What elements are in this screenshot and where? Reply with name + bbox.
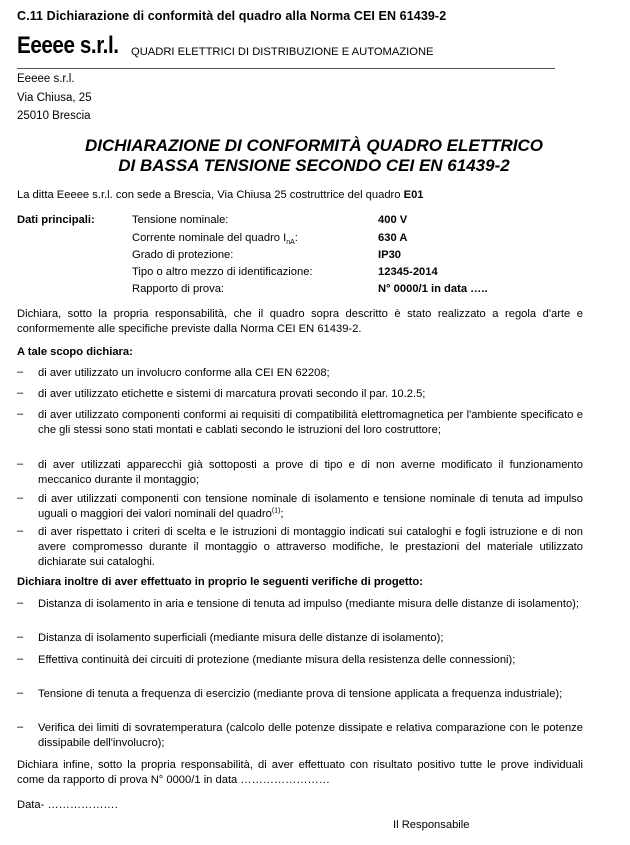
data-label-text: Corrente nominale del quadro I (132, 232, 287, 244)
declaration-paragraph: Dichiara, sotto la propria responsabilità, che il quadro sopra descritto è stato realizzato a regola d'arte e conformemente alle specifiche previste dalla Norma CEI EN 61439-2. (17, 308, 583, 335)
list-item (38, 492, 583, 522)
document-title (17, 136, 611, 175)
date-field: Data- ………………. (17, 799, 118, 811)
data-value: 400 V (378, 214, 408, 226)
footnote-ref: (1) (271, 507, 281, 515)
data-label: Tensione nominale: (132, 214, 229, 226)
bullet-dash: – (17, 492, 24, 504)
header-divider (17, 68, 555, 69)
list-item: Verifica dei limiti di sovratemperatura (calcolo delle potenze dissipate e relativa comparazione con le potenze dissipabile dell'involucro); (38, 722, 583, 749)
signature-label: Il Responsabile (393, 819, 470, 831)
bullet-dash: – (17, 687, 24, 699)
bullet-dash: – (17, 631, 24, 643)
data-label-subscript: nA (286, 239, 295, 247)
title-line: DI BASSA TENSIONE SECONDO CEI EN 61439-2 (118, 155, 510, 175)
data-label-colon: : (294, 232, 298, 244)
data-value: N° 0000/1 in data ….. (378, 283, 488, 295)
data-label: Tipo o altro mezzo di identificazione: (132, 266, 313, 278)
list-item: Distanza di isolamento in aria e tensione di tenuta ad impulso (mediante misura delle distanze di isolamento); (38, 598, 580, 610)
panel-code: E01 (403, 189, 424, 201)
bullet-dash: – (17, 458, 24, 470)
intro-sentence: La ditta Eeeee s.r.l. con sede a Brescia, Via Chiusa 25 costruttrice del quadro (17, 189, 404, 201)
list-item: di aver rispettato i criteri di scelta e le istruzioni di montaggio indicati sui cataloghi e fogli istruzione e di non avere compromesso durante il montaggio o attraverso modifiche, le prestazioni del materiale utilizzato dichiarate sui cataloghi. (38, 526, 583, 568)
data-label (132, 232, 298, 247)
bullet-dash: – (17, 387, 24, 399)
main-data-heading: Dati principali: (17, 214, 95, 226)
company-subtitle: QUADRI ELETTRICI DI DISTRIBUZIONE E AUTOMAZIONE (131, 46, 434, 58)
data-label: Rapporto di prova: (132, 283, 225, 295)
bullet-dash: – (17, 653, 24, 665)
data-value: 12345-2014 (378, 266, 438, 278)
list-item: di aver utilizzato componenti conformi ai requisiti di compatibilità elettromagnetica per l'ambiente specificato e che gli stessi sono stati montati e cablati secondo le istruzioni del loro costruttore; (38, 409, 583, 436)
address-line: 25010 Brescia (17, 110, 91, 122)
list-item: di aver utilizzato un involucro conforme alla CEI EN 62208; (38, 367, 330, 379)
final-paragraph: Dichiara infine, sotto la propria responsabilità, di aver effettuato con risultato positivo tutte le prove individuali come da rapporto di prova N° 0000/1 in data …………………… (17, 759, 583, 786)
company-logo: Eeeee s.r.l. (17, 32, 119, 59)
data-value: 630 A (378, 232, 408, 244)
list-item: Distanza di isolamento superficiali (mediante misura delle distanze di isolamento); (38, 632, 444, 644)
bullet-dash: – (17, 408, 24, 420)
list-item: di aver utilizzato etichette e sistemi di marcatura provati secondo il par. 10.2.5; (38, 388, 426, 400)
bullet-dash: – (17, 721, 24, 733)
data-label: Grado di protezione: (132, 249, 234, 261)
list-item-end: ; (280, 507, 284, 520)
intro-text (17, 190, 424, 201)
list-item: Tensione di tenuta a frequenza di esercizio (mediante prova di tensione applicata a frequenza industriale); (38, 688, 563, 700)
list-item: di aver utilizzati apparecchi già sottoposti a prove di tipo e di non averne modificato il funzionamento meccanico durante il montaggio; (38, 459, 583, 486)
address-line: Eeeee s.r.l. (17, 73, 75, 85)
data-value: IP30 (378, 249, 402, 261)
list-item-text: di aver utilizzati componenti con tensione nominale di isolamento e tensione nominale di tenuta ad impulso uguali o maggiori dei valori nominali del quadro (38, 493, 583, 520)
bullet-dash: – (17, 525, 24, 537)
bullet-dash: – (17, 366, 24, 378)
section-title: C.11 Dichiarazione di conformità del quadro alla Norma CEI EN 61439-2 (17, 9, 447, 23)
list-item: Effettiva continuità dei circuiti di protezione (mediante misura della resistenza delle connessioni); (38, 654, 516, 666)
bullet-dash: – (17, 597, 24, 609)
title-line: DICHIARAZIONE DI CONFORMITÀ QUADRO ELETTRICO (84, 136, 544, 155)
verifications-heading: Dichiara inoltre di aver effettuato in proprio le seguenti verifiche di progetto: (17, 576, 423, 588)
purpose-heading: A tale scopo dichiara: (17, 346, 133, 358)
address-line: Via Chiusa, 25 (17, 92, 92, 104)
